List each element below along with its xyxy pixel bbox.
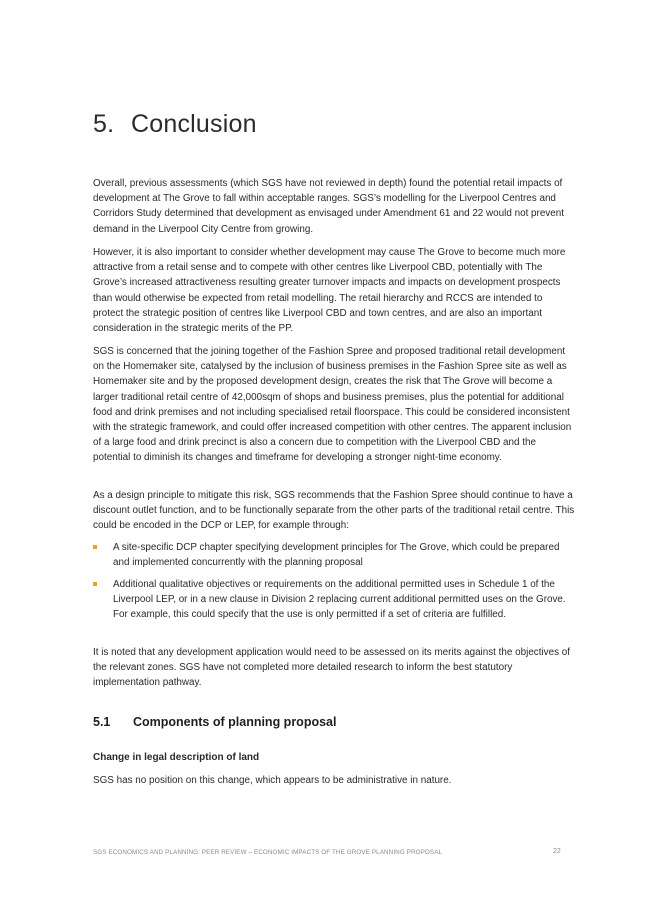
section-heading: [93, 110, 257, 139]
paragraph-2: However, it is also important to consider whether development may cause The Grove to become much more attractive from a retail sense and to compete with other centres like Liverpool CBD, potentially with The Grove’s increased attractiveness resulting greater turnover impacts and impacts on development prospects than would otherwise be expected from retail modelling. The retail hierarchy and RCCS are intended to protect the strategic position of centres like Liverpool CBD and town centres, and are also an important consideration in the strategic merits of the PP.: [93, 247, 566, 335]
page-number: 22: [553, 848, 561, 855]
subheading: Change in legal description of land: [93, 752, 260, 763]
bullet-text: A site-specific DCP chapter specifying development principles for The Grove, which could be prepared and implemented concurrently with the planning proposal: [113, 542, 560, 569]
bullet-marker: [93, 545, 97, 549]
paragraph-3: SGS is concerned that the joining together of the Fashion Spree and proposed traditional retail development on the Homemaker site, catalysed by the inclusion of business premises in the Fashion Spree site as well as Homemaker site and by the proposed development design, creates the risk that The Grove will become a larger traditional retail centre of 42,000sqm of shops and business premises, plus the potential for additional food and drink premises and not including specialised retail floorspace. This could be considered inconsistent with the strategic framework, and could offer increased competition with other centres. The apparent inclusion of a large food and drink precinct is also a concern due to competition with the Liverpool CBD and the potential to diminish its changes and timeframe for developing a stronger night-time economy.: [93, 346, 572, 464]
section-number: 5.: [93, 110, 115, 138]
subsection-title: Components of planning proposal: [133, 715, 337, 729]
bullet-item-2: [93, 577, 575, 623]
bullet-text: Additional qualitative objectives or requirements on the additional permitted uses in Schedule 1 of the Liverpool LEP, or in a new clause in Division 2 replacing current additional permitted uses on the Grove. For example, this could specify that the use is only permitted if a set of criteria are fulfilled.: [113, 579, 566, 621]
footer-title: SGS ECONOMICS AND PLANNING: PEER REVIEW – ECONOMIC IMPACTS OF THE GROVE PLANNING PROPOSAL: [93, 849, 443, 856]
paragraph-1: Overall, previous assessments (which SGS have not reviewed in depth) found the potential retail impacts of development at The Grove to fall within acceptable ranges. SGS’s modelling for the Liverpool Centres and Corridors Study determined that development as envisaged under Amendment 61 and 22 would not prevent demand in the Liverpool City Centre from growing.: [93, 178, 565, 235]
subsection-number: 5.1: [93, 715, 111, 729]
bullet-item-1: [93, 540, 575, 570]
section-title: Conclusion: [131, 110, 257, 138]
bullet-marker: [93, 582, 97, 586]
paragraph-4: As a design principle to mitigate this risk, SGS recommends that the Fashion Spree should continue to have a discount outlet function, and to be functionally separate from the other parts of the traditional retail centre. This could be encoded in the DCP or LEP, for example through:: [93, 490, 575, 532]
subsection-heading: [93, 715, 336, 729]
subsection-text: SGS has no position on this change, which appears to be administrative in nature.: [93, 775, 452, 786]
closing-paragraph: It is noted that any development application would need to be assessed on its merits against the objectives of the relevant zones. SGS have not completed more detailed research to inform the best statutory implementation pathway.: [93, 647, 571, 689]
